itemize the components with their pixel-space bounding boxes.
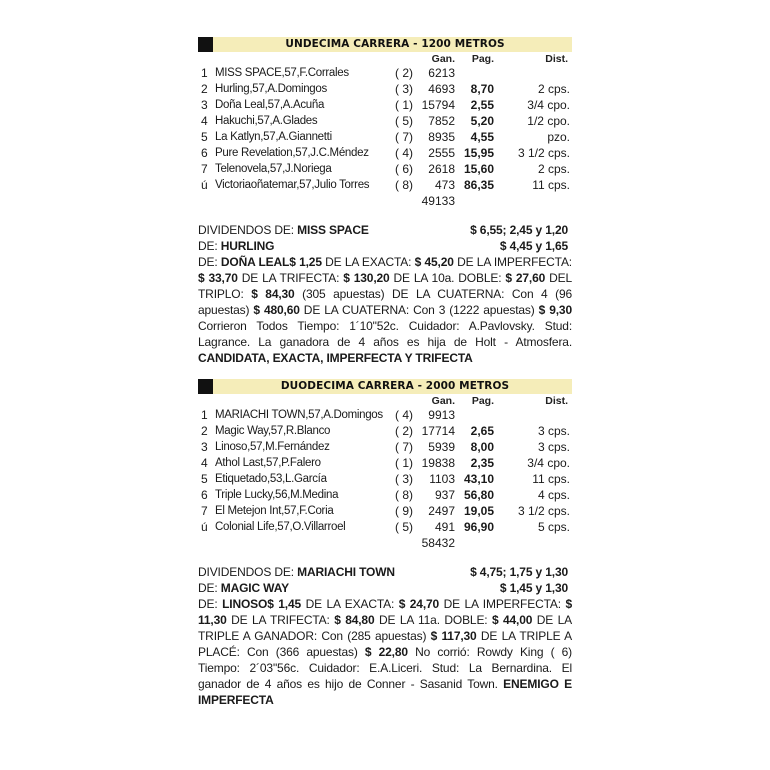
dist-value: 3 cps. (537, 440, 570, 454)
second-name: HURLING (220, 239, 275, 253)
post-number: ( 7) (395, 440, 413, 454)
dividend-amount: $ 1,25 (289, 255, 322, 269)
post-number: ( 5) (395, 520, 413, 534)
result-row (198, 129, 572, 145)
gan-value: 8935 (428, 130, 455, 144)
dividend-de-label: DE: (198, 581, 218, 595)
finish-position: 4 (201, 456, 208, 470)
pag-value: 2,55 (470, 98, 494, 112)
finish-position: ú (201, 178, 208, 192)
gan-value: 15794 (421, 98, 455, 112)
gan-total (198, 535, 572, 551)
post-number: ( 9) (395, 504, 413, 518)
finish-position: 4 (201, 114, 208, 128)
finish-position: 2 (201, 424, 208, 438)
post-number: ( 5) (395, 114, 413, 128)
finish-position: ú (201, 520, 208, 534)
dividend-text: DE LA TRIFECTA: (237, 271, 344, 285)
race-11-column-headers (198, 52, 572, 65)
pag-value: 43,10 (463, 472, 494, 486)
dist-value: 1/2 cpo. (527, 114, 570, 128)
dividend-de-label: DE: (198, 239, 218, 253)
finish-position: 2 (201, 82, 208, 96)
col-dist-header: Dist. (545, 53, 568, 65)
winner-name: MISS SPACE (297, 223, 369, 237)
dividend-amount: $ 24,70 (398, 597, 440, 611)
dividend-text: DE LA IMPERFECTA: (453, 255, 572, 269)
post-number: ( 3) (395, 472, 413, 486)
col-dist-header: Dist. (545, 395, 568, 407)
third-name: DOÑA LEAL (220, 255, 290, 269)
dividend-text: DE LA 10a. DOBLE: (389, 271, 506, 285)
race-12-dividends (198, 564, 572, 708)
dist-value: 5 cps. (537, 520, 570, 534)
post-number: ( 2) (395, 424, 413, 438)
pag-value: 8,70 (470, 82, 494, 96)
dist-value: pzo. (547, 130, 570, 144)
race-12-column-headers (198, 394, 572, 407)
dividend-amount: $ 130,20 (343, 271, 390, 285)
dividend-text: (305 apuestas) DE LA CUATERNA: Con 4 (96 apuestas) (198, 287, 573, 317)
dividend-details (198, 596, 572, 708)
post-number: ( 3) (395, 82, 413, 96)
dividend-text: DE LA TRIPLE A PLACÉ: Con (366 apuestas) (198, 629, 572, 659)
dividend-amount: $ 480,60 (253, 303, 300, 317)
dist-value: 4 cps. (537, 488, 570, 502)
gan-total (198, 193, 572, 209)
col-gan-header: Gan. (431, 395, 455, 407)
third-name: LINOSO (222, 597, 268, 611)
dividend-amount: $ 11,30 (198, 597, 572, 627)
result-row (198, 487, 572, 503)
race-11-dividends (198, 222, 572, 366)
horse-name: MARIACHI TOWN,57,A.Domingos (215, 409, 383, 421)
result-row (198, 519, 572, 535)
race-12-section (198, 379, 572, 708)
dist-value: 2 cps. (537, 82, 570, 96)
gan-value: 6213 (428, 66, 455, 80)
dividend-amount: $ 84,80 (334, 613, 375, 627)
race-12-results (198, 407, 572, 551)
dividend-text: DE: (198, 255, 221, 269)
gan-value: 7852 (428, 114, 455, 128)
dividend-text: DE LA TRIPLE A GANADOR: Con (285 apuestas) (198, 613, 572, 643)
gan-total-value: 58432 (421, 536, 455, 550)
result-row (198, 81, 572, 97)
gan-value: 17714 (421, 424, 455, 438)
col-pag-header: Pag. (471, 395, 494, 407)
post-number: ( 1) (395, 456, 413, 470)
result-row (198, 407, 572, 423)
race-11-section (198, 37, 572, 366)
finish-position: 3 (201, 440, 208, 454)
result-row (198, 423, 572, 439)
horse-name: Telenovela,57,J.Noriega (215, 163, 332, 175)
race-11-results (198, 65, 572, 209)
dividend-text: DE: (198, 597, 223, 611)
finish-position: 1 (201, 66, 208, 80)
dist-value: 3 cps. (537, 424, 570, 438)
race-11-header (198, 37, 572, 52)
dividend-details (198, 254, 572, 366)
dividend-amount: $ 1,45 (267, 597, 302, 611)
dividend-text: DE LA 11a. DOBLE: (374, 613, 492, 627)
finish-position: 5 (201, 472, 208, 486)
horse-name: Hakuchi,57,A.Glades (215, 115, 318, 127)
race-11-title: UNDECIMA CARRERA - 1200 METROS (285, 38, 505, 50)
horse-name: Colonial Life,57,O.Villarroel (215, 521, 346, 533)
pag-value: 8,00 (470, 440, 494, 454)
finish-position: 7 (201, 162, 208, 176)
dist-value: 3 1/2 cps. (517, 146, 570, 160)
bet-types: ENEMIGO E IMPERFECTA (198, 677, 572, 707)
post-number: ( 8) (395, 178, 413, 192)
horse-name: Etiquetado,53,L.García (215, 473, 327, 485)
dividend-amount: $ 84,30 (251, 287, 295, 301)
dividend-amount: $ 44,00 (491, 613, 533, 627)
dist-value: 11 cps. (532, 178, 570, 192)
dist-value: 3/4 cpo. (527, 456, 570, 470)
result-row (198, 161, 572, 177)
result-row (198, 177, 572, 193)
race-notes: No corrió: Rowdy King ( 6) Tiempo: 2´03"56c. Cuidador: E.A.Liceri. Stud: La Bernardina. El ganador de 4 años es hijo de Conner - Sasanid Town. (198, 645, 572, 691)
gan-value: 1103 (429, 472, 455, 486)
dividend-second-line (198, 580, 572, 596)
bet-types: CANDIDATA, EXACTA, IMPERFECTA Y TRIFECTA (198, 351, 473, 365)
dividend-amount: $ 22,80 (364, 645, 408, 659)
header-marker (198, 37, 213, 52)
dist-value: 2 cps. (537, 162, 570, 176)
gan-value: 2618 (428, 162, 455, 176)
second-name: MAGIC WAY (220, 581, 289, 595)
post-number: ( 7) (395, 130, 413, 144)
dividend-text: DEL TRIPLO: (198, 271, 572, 301)
horse-name: Triple Lucky,56,M.Medina (215, 489, 339, 501)
finish-position: 6 (201, 488, 208, 502)
col-gan-header: Gan. (431, 53, 455, 65)
horse-name: Pure Revelation,57,J.C.Méndez (215, 147, 369, 159)
dividend-winner-line (198, 564, 572, 580)
winner-amount: $ 6,55; 2,45 y 1,20 (470, 223, 568, 237)
dist-value: 3 1/2 cps. (517, 504, 570, 518)
pag-value: 56,80 (463, 488, 494, 502)
winner-amount: $ 4,75; 1,75 y 1,30 (470, 565, 568, 579)
horse-name: Magic Way,57,R.Blanco (215, 425, 331, 437)
gan-value: 937 (434, 488, 455, 502)
post-number: ( 4) (395, 146, 413, 160)
result-row (198, 113, 572, 129)
result-row (198, 65, 572, 81)
pag-value: 2,65 (470, 424, 494, 438)
gan-value: 491 (434, 520, 455, 534)
pag-value: 4,55 (470, 130, 494, 144)
dividend-amount: $ 33,70 (198, 271, 238, 285)
horse-name: Hurling,57,A.Domingos (215, 83, 327, 95)
gan-value: 9913 (428, 408, 455, 422)
pag-value: 5,20 (470, 114, 494, 128)
dividend-text: DE LA EXACTA: (321, 255, 415, 269)
header-marker (198, 379, 213, 394)
dist-value: 3/4 cpo. (527, 98, 570, 112)
finish-position: 7 (201, 504, 208, 518)
col-pag-header: Pag. (471, 53, 494, 65)
horse-name: Victoriaoñatemar,57,Julio Torres (215, 179, 370, 191)
dividend-text: DE LA EXACTA: (301, 597, 399, 611)
dividend-second-line (198, 238, 572, 254)
post-number: ( 6) (395, 162, 413, 176)
finish-position: 5 (201, 130, 208, 144)
gan-value: 19838 (421, 456, 455, 470)
result-row (198, 439, 572, 455)
horse-name: La Katlyn,57,A.Giannetti (215, 131, 332, 143)
dividend-amount: $ 27,60 (505, 271, 546, 285)
dividend-amount: $ 9,30 (538, 303, 572, 317)
horse-name: El Metejon Int,57,F.Coria (215, 505, 334, 517)
horse-name: Athol Last,57,P.Falero (215, 457, 321, 469)
dividend-text: DE LA TRIFECTA: (226, 613, 335, 627)
dividend-text: DE LA IMPERFECTA: (439, 597, 566, 611)
pag-value: 86,35 (463, 178, 494, 192)
result-row (198, 503, 572, 519)
post-number: ( 2) (395, 66, 413, 80)
gan-total-value: 49133 (421, 194, 455, 208)
result-row (198, 145, 572, 161)
pag-value: 96,90 (463, 520, 494, 534)
finish-position: 3 (201, 98, 208, 112)
second-amount: $ 4,45 y 1,65 (499, 239, 568, 253)
race-12-header (198, 379, 572, 394)
pag-value: 15,60 (463, 162, 494, 176)
result-row (198, 455, 572, 471)
second-amount: $ 1,45 y 1,30 (499, 581, 568, 595)
finish-position: 6 (201, 146, 208, 160)
winner-name: MARIACHI TOWN (297, 565, 395, 579)
post-number: ( 1) (395, 98, 413, 112)
results-column (198, 37, 572, 708)
horse-name: MISS SPACE,57,F.Corrales (215, 67, 349, 79)
gan-value: 473 (434, 178, 455, 192)
horse-name: Linoso,57,M.Fernández (215, 441, 330, 453)
dividend-winner-line (198, 222, 572, 238)
race-12-title: DUODECIMA CARRERA - 2000 METROS (280, 380, 510, 392)
pag-value: 19,05 (463, 504, 494, 518)
result-row (198, 471, 572, 487)
result-row (198, 97, 572, 113)
post-number: ( 8) (395, 488, 413, 502)
pag-value: 2,35 (470, 456, 494, 470)
post-number: ( 4) (395, 408, 413, 422)
dividend-label: DIVIDENDOS DE: (198, 565, 294, 579)
finish-position: 1 (201, 408, 208, 422)
dividend-amount: $ 45,20 (414, 255, 454, 269)
horse-name: Doña Leal,57,A.Acuña (215, 99, 325, 111)
dividend-text: DE LA CUATERNA: Con 3 (1222 apuestas) (299, 303, 539, 317)
race-notes: Corrieron Todos Tiempo: 1´10"52c. Cuidador: A.Pavlovsky. Stud: Lagrance. La ganadora de 4 años es hija de Holt - Atmosfera. (198, 319, 572, 349)
dividend-amount: $ 117,30 (430, 629, 477, 643)
gan-value: 5939 (428, 440, 455, 454)
gan-value: 2497 (428, 504, 455, 518)
gan-value: 2555 (428, 146, 455, 160)
dist-value: 11 cps. (532, 472, 570, 486)
pag-value: 15,95 (463, 146, 494, 160)
gan-value: 4693 (428, 82, 455, 96)
dividend-label: DIVIDENDOS DE: (198, 223, 294, 237)
